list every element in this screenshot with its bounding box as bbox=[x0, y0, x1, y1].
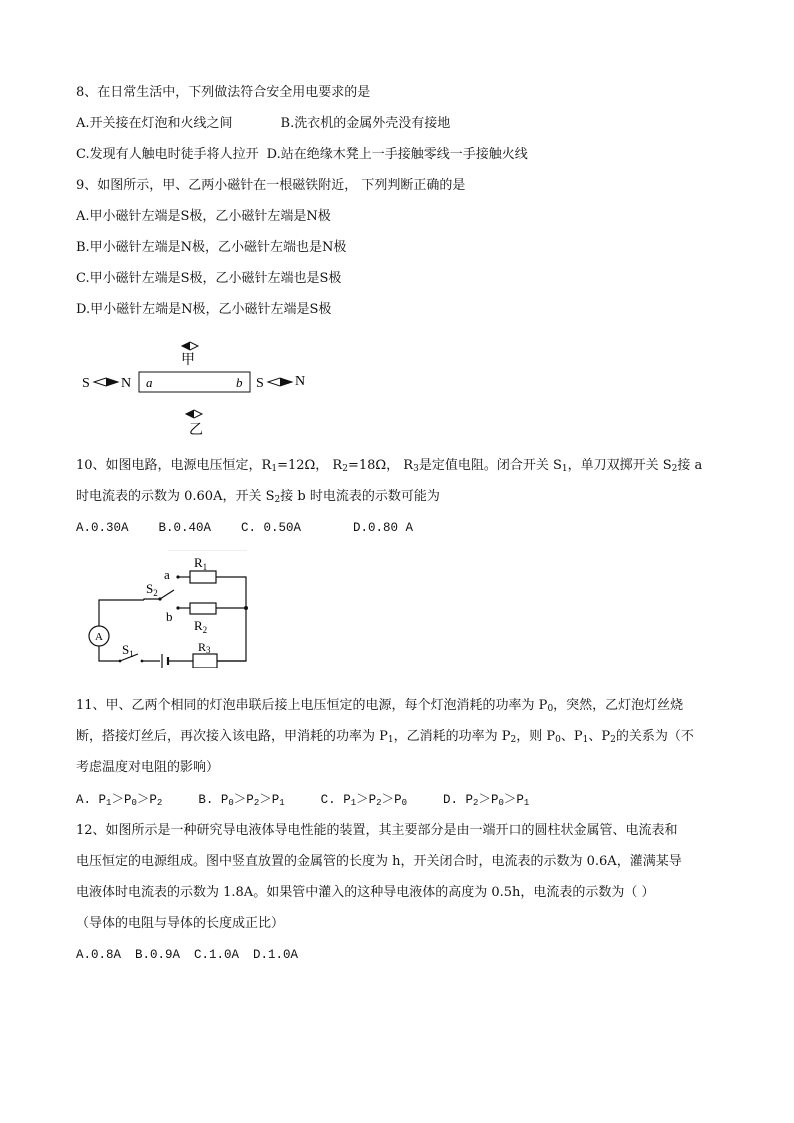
q10-text: =18Ω， R bbox=[347, 458, 414, 473]
q10-option-b: B.0.40A bbox=[158, 521, 212, 535]
q11-sub: 2 bbox=[510, 735, 517, 745]
q11-stem-line3: 考虑温度对电阻的影响） bbox=[76, 760, 220, 775]
q10-sub: 1 bbox=[271, 464, 278, 474]
q9-option-b: B.甲小磁针左端是N极，乙小磁针左端也是N极 bbox=[76, 240, 347, 255]
q10-sub: 1 bbox=[561, 464, 568, 474]
q10-text: 时电流表的示数为 0.60A，开关 S bbox=[76, 489, 275, 504]
q9-option-c: C.甲小磁针左端是S极，乙小磁针左端也是S极 bbox=[76, 271, 342, 286]
q10-option-c: C. 0.50A bbox=[241, 521, 302, 535]
magnet-end-b: b bbox=[236, 375, 243, 390]
label-right-s: S bbox=[256, 376, 264, 391]
q12-option-c: C.1.0A bbox=[194, 948, 240, 962]
q12-option-a: A.0.8A bbox=[76, 948, 122, 962]
q12-stem-line1: 12、如图所示是一种研究导电液体导电性能的装置，其主要部分是由一端开口的圆柱状金属管、电流表和 bbox=[76, 823, 678, 838]
q11-stem-line1 bbox=[76, 696, 683, 719]
q11-text: 11、甲、乙两个相同的灯泡串联后接上电压恒定的电源，每个灯泡消耗的功率为 P bbox=[76, 698, 548, 713]
q11-text: ，突然，乙灯泡灯丝烧 bbox=[553, 698, 684, 713]
needle-left bbox=[94, 378, 118, 386]
q11-options bbox=[76, 790, 529, 813]
q8-stem: 8、在日常生活中，下列做法符合安全用电要求的是 bbox=[76, 85, 371, 100]
q9-option-d: D.甲小磁针左端是N极，乙小磁针左端是S极 bbox=[76, 302, 332, 317]
q11-stem-line2 bbox=[76, 727, 694, 750]
label-yi: 乙 bbox=[189, 423, 203, 438]
label-contact-a: a bbox=[164, 567, 170, 582]
label-left-s: S bbox=[82, 376, 90, 391]
q8-options-row2 bbox=[76, 145, 528, 165]
bar-magnet bbox=[139, 372, 250, 392]
needle-right bbox=[268, 378, 292, 386]
q10-option-d: D.0.80 A bbox=[353, 521, 414, 535]
magnet-end-a: a bbox=[146, 375, 153, 390]
q11-text: 、P bbox=[560, 729, 583, 744]
q11-option-d: D. $P_2>P_0>P_1$ bbox=[442, 793, 530, 808]
q10-stem-line2 bbox=[76, 487, 440, 510]
q9-magnet-figure bbox=[78, 338, 318, 440]
ammeter-symbol: A bbox=[95, 631, 103, 643]
q11-text: 、P bbox=[588, 729, 611, 744]
label-r2: $R_2$ bbox=[194, 618, 208, 635]
q10-text: ，单刀双掷开关 S bbox=[567, 458, 672, 473]
q10-text: 10、如图电路，电源电压恒定，R bbox=[76, 458, 272, 473]
q10-sub: 2 bbox=[342, 464, 348, 474]
q8-option-c: C.发现有人触电时徒手将人拉开 bbox=[76, 147, 259, 162]
needle-jia bbox=[182, 342, 198, 350]
needle-yi bbox=[186, 410, 202, 418]
q10-stem-line1 bbox=[76, 456, 702, 479]
q11-sub: 0 bbox=[555, 735, 561, 745]
q11-sub: 2 bbox=[610, 735, 616, 745]
q12-stem-line4: （导体的电阻与导体的长度成正比） bbox=[76, 916, 285, 931]
q8-option-d: D.站在绝缘木凳上一手接触零线一手接触火线 bbox=[266, 147, 528, 162]
q11-sub: 1 bbox=[387, 735, 394, 745]
q10-sub: 2 bbox=[671, 464, 678, 474]
q11-option-c: C. $P_1>P_2>P_0$ bbox=[320, 793, 407, 808]
q12-option-d: D.1.0A bbox=[253, 948, 299, 962]
q10-circuit-figure bbox=[82, 550, 257, 668]
q11-option-b: B. $P_0>P_2>P_1$ bbox=[198, 793, 285, 808]
q11-text: 断，搭接灯丝后，再次接入该电路，甲消耗的功率为 P bbox=[76, 729, 388, 744]
q10-text: =12Ω， R bbox=[277, 458, 343, 473]
label-right-n: N bbox=[295, 374, 306, 389]
label-left-n: N bbox=[121, 376, 132, 391]
label-s1: $S_1$ bbox=[122, 642, 134, 659]
q8-option-b: B.洗衣机的金属外壳没有接地 bbox=[280, 116, 451, 131]
q11-text: 的关系为（不 bbox=[615, 729, 694, 744]
q8-option-a: A.开关接在灯泡和火线之间 bbox=[76, 116, 233, 131]
q10-text: 接 b 时电流表的示数可能为 bbox=[280, 489, 440, 504]
q11-sub: 0 bbox=[547, 704, 554, 714]
q11-text: ，则 P bbox=[516, 729, 556, 744]
q10-sub: 2 bbox=[274, 495, 281, 505]
label-r3: R3 bbox=[198, 640, 211, 655]
q10-text: 接 a bbox=[677, 458, 703, 473]
label-jia: 甲 bbox=[181, 353, 195, 368]
q11-sub: 1 bbox=[582, 735, 589, 745]
q10-sub: 3 bbox=[413, 464, 419, 474]
q11-text: ，乙消耗的功率为 P bbox=[393, 729, 511, 744]
q12-option-b: B.0.9A bbox=[135, 948, 181, 962]
q12-stem-line2: 电压恒定的电源组成。图中竖直放置的金属管的长度为 h，开关闭合时，电流表的示数为 0.6A，灌满某导 bbox=[76, 854, 682, 869]
label-r1: $R_1$ bbox=[194, 555, 208, 572]
q10-text: 是定值电阻。闭合开关 S bbox=[418, 458, 562, 473]
q8-options-row1 bbox=[76, 114, 450, 134]
label-contact-b: b bbox=[166, 609, 173, 624]
q12-options bbox=[76, 945, 298, 965]
q12-stem-line3: 电液体时电流表的示数为 1.8A。如果管中灌入的这种导电液体的高度为 0.5h，电流表的示数为（ ） bbox=[76, 885, 655, 900]
q11-option-a: A. $P_1>P_0>P_2$ bbox=[76, 793, 163, 808]
q9-option-a: A.甲小磁针左端是S极，乙小磁针左端是N极 bbox=[76, 209, 331, 224]
q9-stem: 9、如图所示，甲、乙两小磁针在一根磁铁附近， 下列判断正确的是 bbox=[76, 178, 466, 193]
q10-options bbox=[76, 518, 413, 538]
q10-option-a: A.0.30A bbox=[76, 521, 129, 535]
label-s2: $S_2$ bbox=[146, 581, 158, 598]
